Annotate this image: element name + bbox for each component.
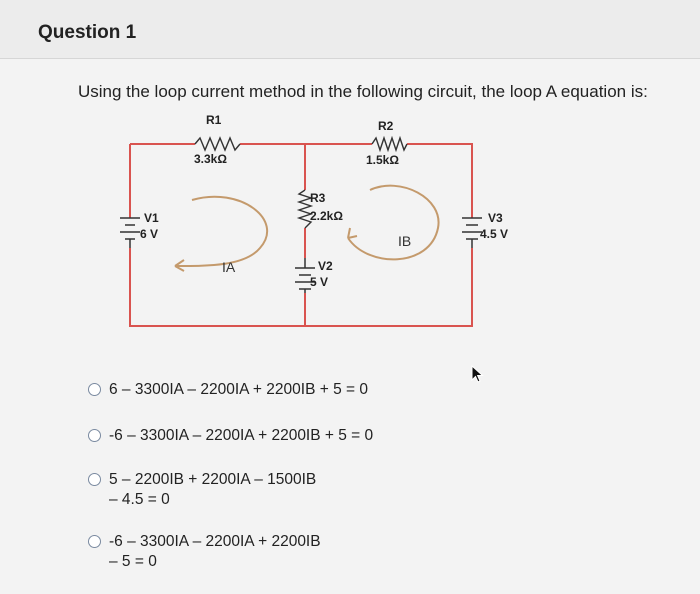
loop-a-arc [175,197,267,266]
mouse-cursor-icon [470,365,486,383]
answer-option-3[interactable] [88,470,316,510]
question-title: Question 1 [38,22,137,43]
radio-button[interactable] [88,473,101,486]
answer-option-text: -6 – 3300IA – 2200IA + 2200IB + 5 = 0 [109,427,374,444]
radio-button[interactable] [88,383,101,396]
v3-value: 4.5 V [480,227,509,241]
loop-a-label: IA [222,259,236,275]
loop-b-arrowhead [348,228,357,238]
loop-b-label: IB [398,233,412,249]
circuit-diagram [100,108,540,338]
question-prompt: Using the loop current method in the following circuit, the loop A equation is: [78,82,648,101]
radio-button[interactable] [88,535,101,548]
answer-option-text: -6 – 3300IA – 2200IA + 2200IB – 5 = 0 [109,533,321,570]
v1-name: V1 [144,211,159,225]
answer-option-2[interactable] [88,426,373,446]
r2-value: 1.5kΩ [366,153,399,167]
question-header [0,0,700,59]
loop-b-arc [348,186,439,260]
answer-option-1[interactable] [88,380,368,400]
v1-value: 6 V [140,227,159,241]
radio-button[interactable] [88,429,101,442]
circuit-wires [130,144,472,326]
r2-resistor [372,138,407,150]
answer-option-text: 6 – 3300IA – 2200IA + 2200IB + 5 = 0 [109,381,368,398]
r3-name: R3 [310,191,326,205]
v2-name: V2 [318,259,333,273]
r2-name: R2 [378,119,394,133]
r1-name: R1 [206,113,222,127]
answer-option-4[interactable] [88,532,321,572]
r1-value: 3.3kΩ [194,152,227,166]
v2-value: 5 V [310,275,329,289]
answer-option-text: 5 – 2200IB + 2200IA – 1500IB – 4.5 = 0 [109,471,317,508]
v1-battery [120,218,140,248]
r1-resistor [195,138,240,150]
r3-value: 2.2kΩ [310,209,343,223]
v3-battery [462,218,482,248]
v3-name: V3 [488,211,503,225]
